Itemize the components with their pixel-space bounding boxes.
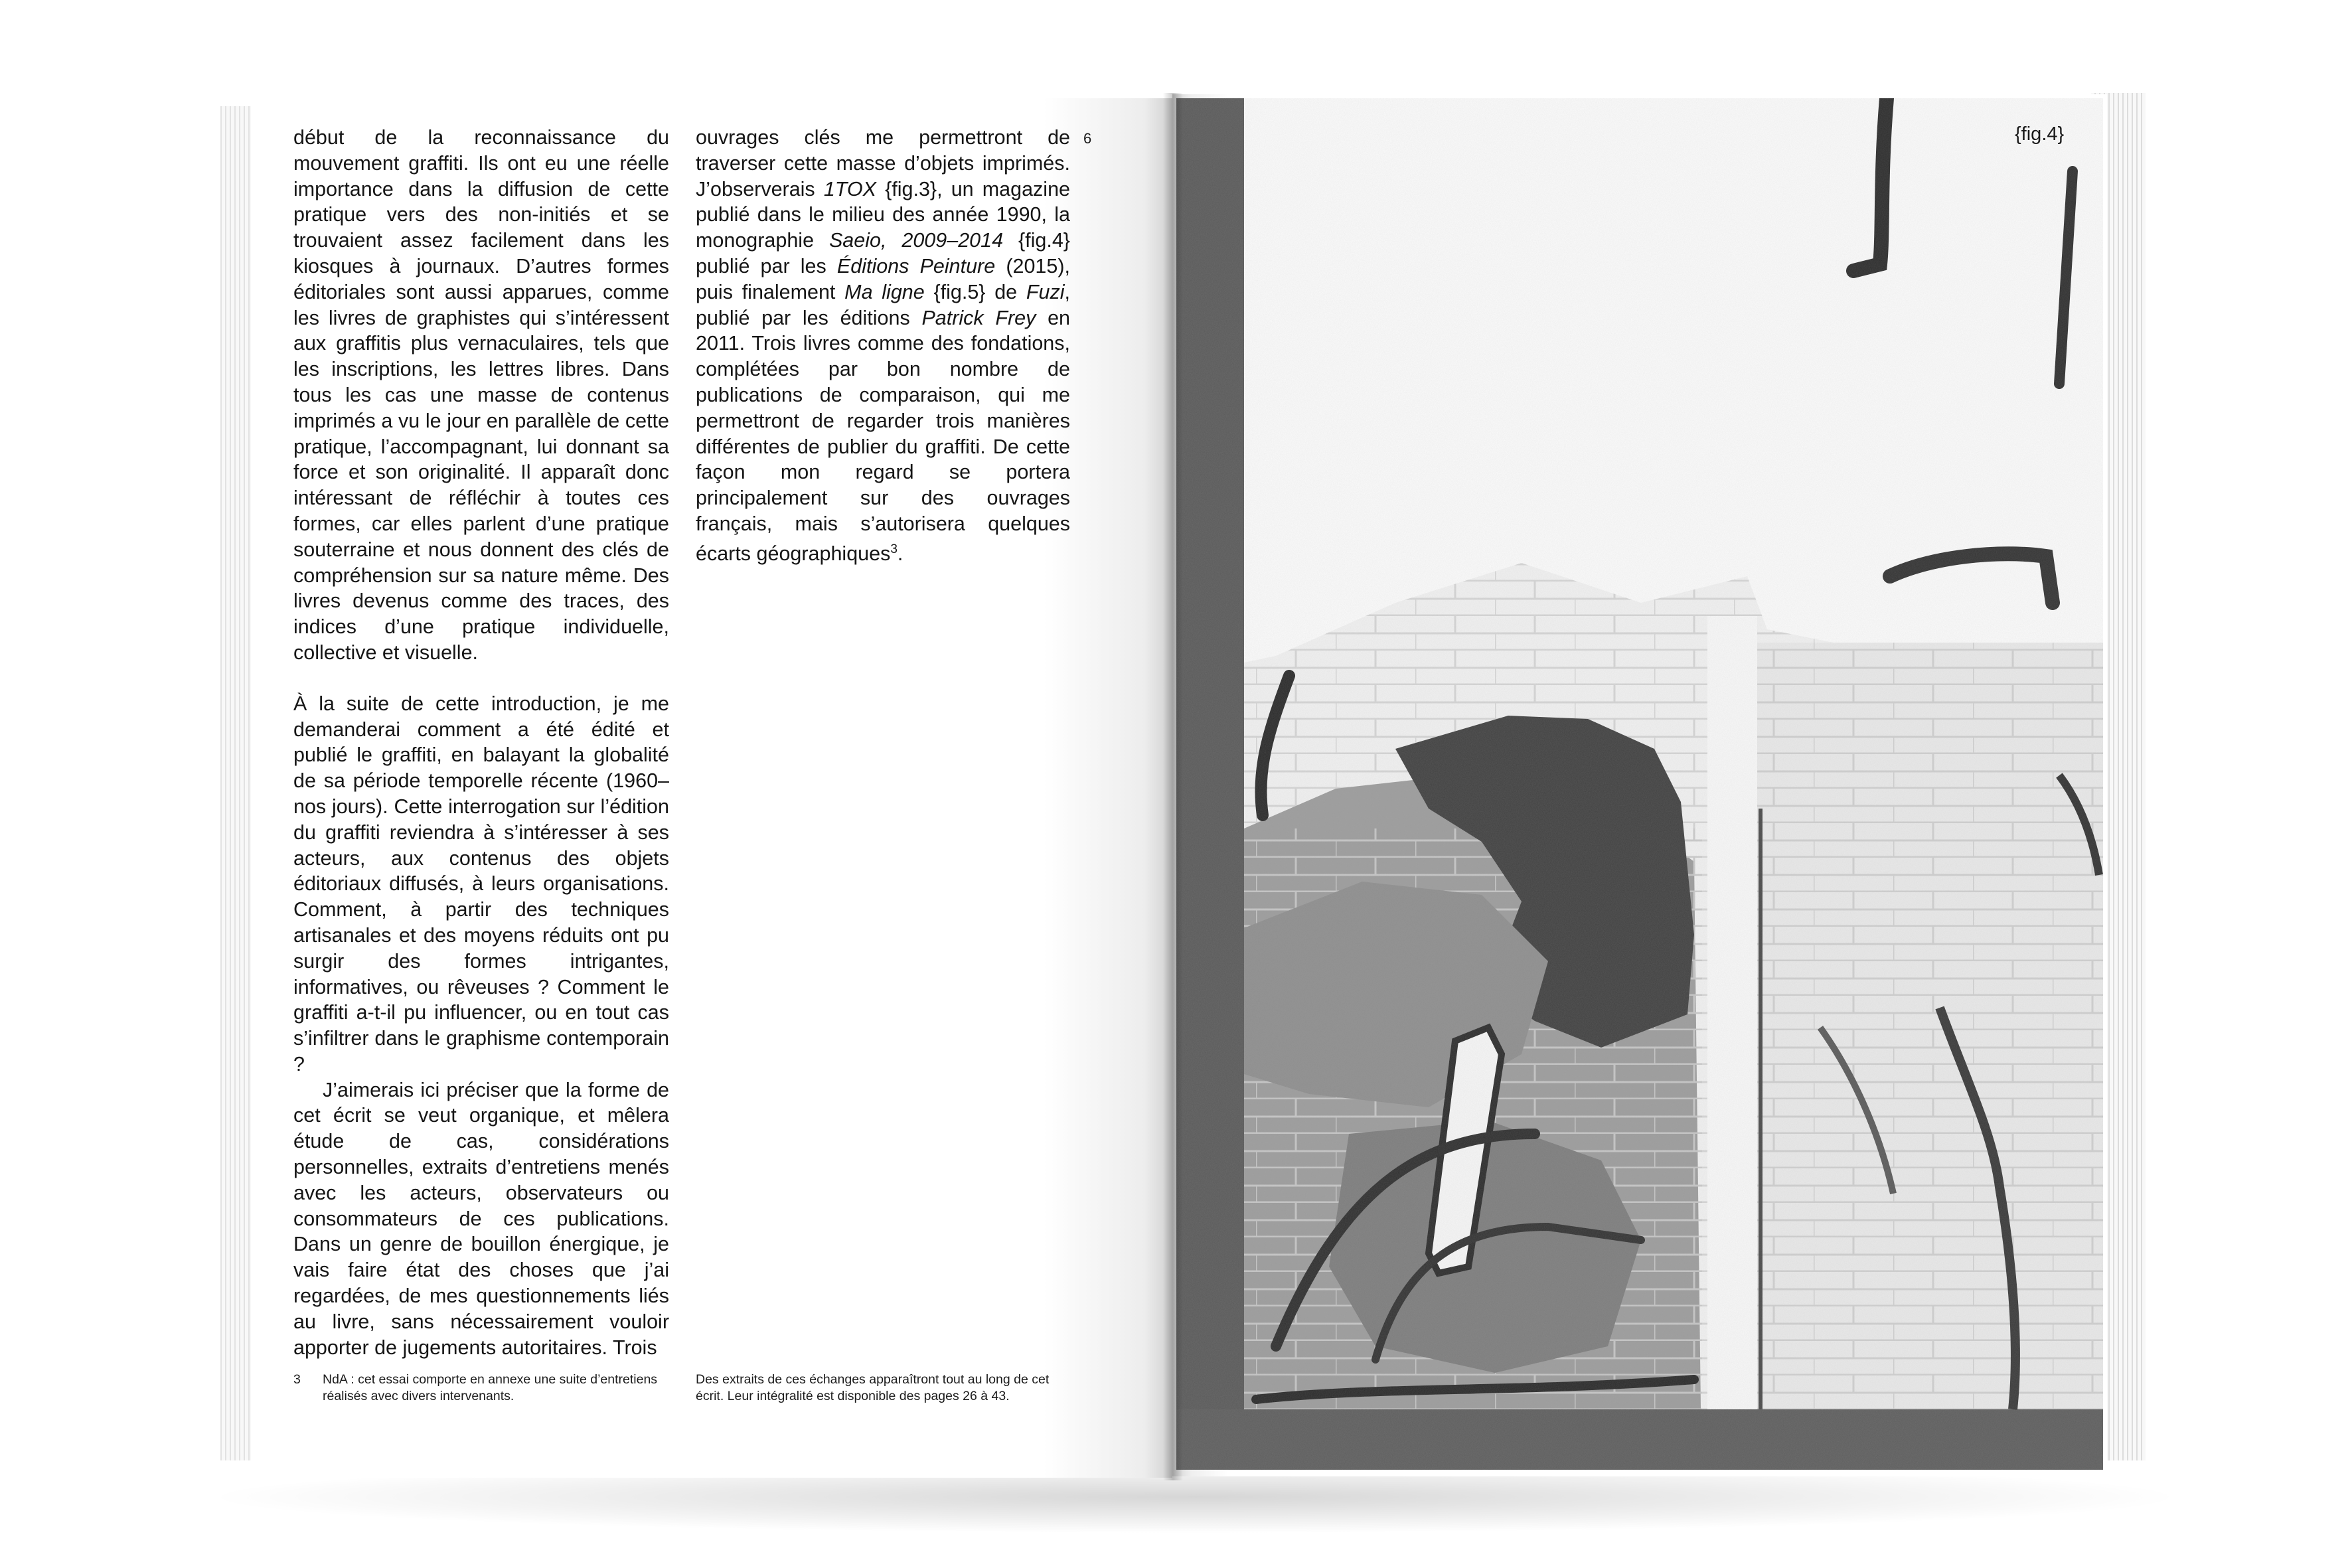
text-column-left (293, 125, 669, 1360)
publisher-patrick-frey: Patrick Frey (921, 306, 1036, 329)
text-run: {fig.3}, un magazine publié dans le milieu des année 1990, la monographie (696, 177, 1071, 252)
author-fuzi: Fuzi (1026, 280, 1065, 303)
title-ma-ligne: Ma ligne (844, 280, 925, 303)
text-run: (2015), puis finalement (696, 254, 1070, 303)
text-run: {fig.5} de (924, 280, 1026, 303)
text-run: . (897, 542, 903, 565)
text-run: ouvrages clés me permettront de traverser cette masse d’objets imprimés. J’observerais (696, 126, 1070, 200)
graffiti-photo (1176, 98, 2103, 1470)
paragraph-2: À la suite de cette introduction, je me demanderai comment a été édité et publié le graffiti, en balayant la globalité de sa période temporelle récente (1960–nos jours). Cette interrogation sur l’édition du graffiti reviendra à s’intéresser à ses acteurs, aux contenus des objets éditoriaux diffusés, à leurs organisations. Comment, à partir des techniques artisanales et des moyens réduits ont pu surgir des formes intrigantes, informatives, ou rêveuses ? Comment le graffiti a-t-il pu influencer, ou en tout cas s’infiltrer dans le graphisme contemporain ? (293, 692, 669, 1075)
footnote-number: 3 (293, 1372, 301, 1387)
book-gutter (1163, 93, 1183, 1480)
figure-label: {fig.4} (2015, 123, 2065, 145)
title-1tox: 1TOX (823, 177, 876, 200)
text-run: , publié par les éditions (696, 280, 1070, 329)
paragraph-4 (696, 125, 1070, 567)
paragraph-1: début de la reconnaissance du mouvement graffiti. Ils ont eu une réelle importance dans la diffusion de cette pratique vers des non-initiés et se trouvaient assez facilement dans les kiosques à journaux. D’autres formes éditoriales sont aussi apparues, comme les livres de graphistes qui s’intéressent aux graffitis plus vernaculaires, tels que les inscriptions, les lettres libres. Dans tous les cas une masse de contenus imprimés a vu le jour en parallèle de cette pratique, l’accompagnant, lui donnant sa force et son originalité. Il apparaît donc intéressant de réfléchir à toutes ces formes, car elles parlent d’une pratique souterraine et nous donnent des clés de compréhension sur sa nature même. Des livres devenus comme des traces, des indices d’une pratique individuelle, collective et visuelle. (293, 126, 669, 664)
page-number: 6 (1083, 130, 1092, 147)
text-column-right (696, 125, 1070, 567)
footnote-marker: 3 (890, 542, 898, 556)
footnote-text-left: NdA : cet essai comporte en annexe une suite d’entretiens réalisés avec divers intervenants. (323, 1372, 658, 1403)
paragraph-3: J’aimerais ici préciser que la forme de cet écrit se veut organique, et mêlera étude de cas, considérations personnelles, extraits d’entretiens menés avec les acteurs, observateurs ou consommateurs de ces publications. Dans un genre de bouillon énergique, je vais faire état des choses que j’ai regardées, de mes questionnements liés au livre, sans nécessairement vouloir apporter de jugements autoritaires. Trois (293, 1078, 669, 1359)
publisher-editions-peinture: Éditions Peinture (836, 254, 996, 277)
text-run: {fig.4} publié par les (696, 229, 1070, 277)
text-run: en 2011. Trois livres comme des fondations, complétées par bon nombre de publications de comparaison, qui me permettront de regarder trois manières différentes de publier du graffiti. De cette façon mon regard se portera principalement sur des ouvrages français, mais s’autorisera quelques écarts géographiques (696, 306, 1070, 565)
footnote-right: Des extraits de ces échanges apparaîtront tout au long de cet écrit. Leur intégralité est disponible des pages 26 à 43. (696, 1372, 1050, 1403)
footnote-left (293, 1372, 665, 1405)
title-saeio: Saeio, 2009–2014 (828, 229, 1004, 252)
